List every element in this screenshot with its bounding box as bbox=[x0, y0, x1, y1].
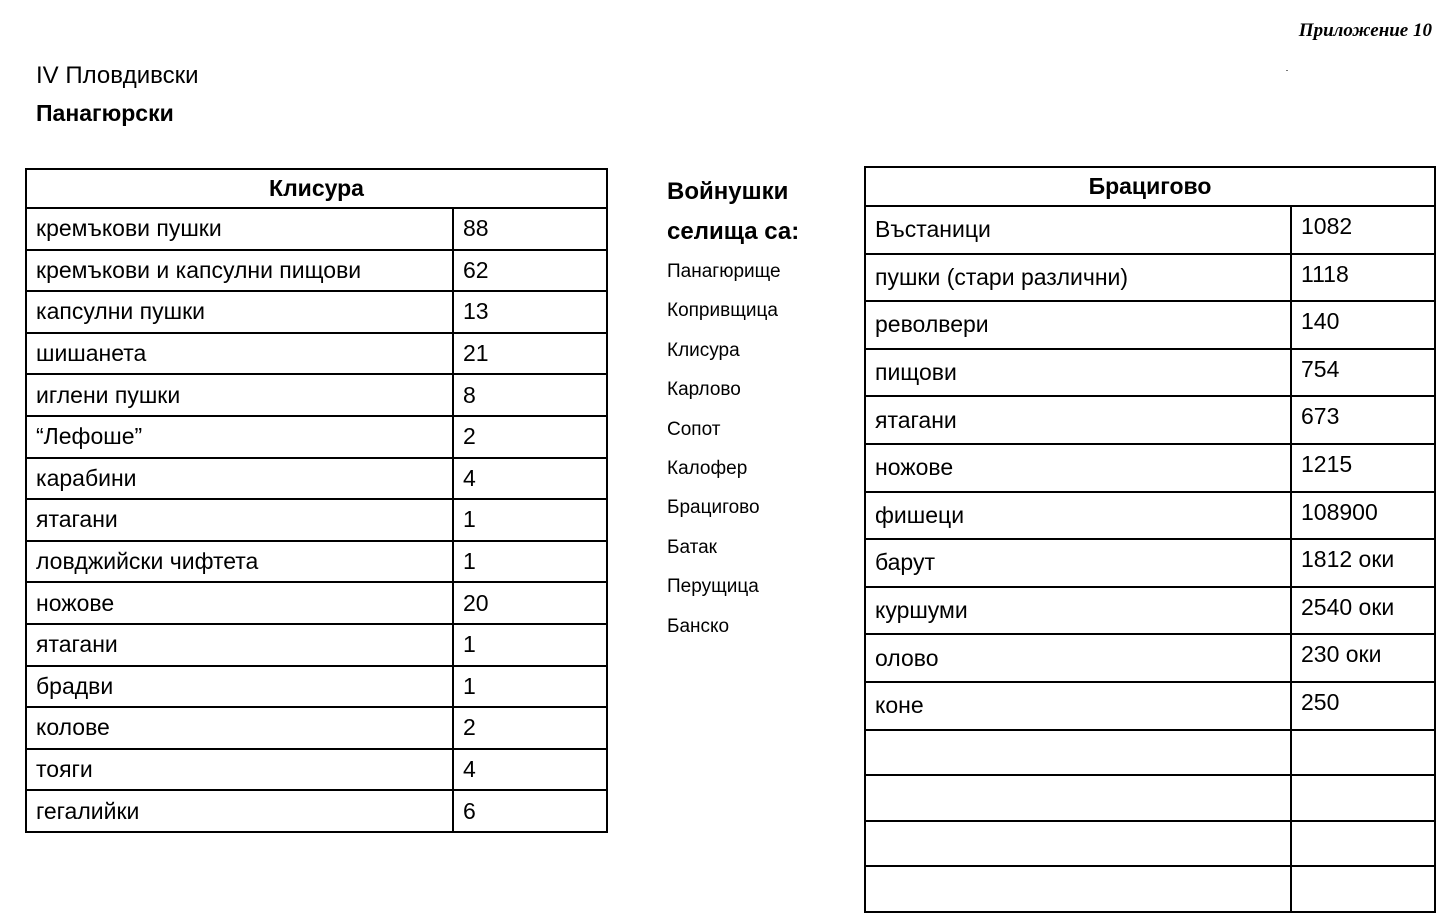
item-cell: ятагани bbox=[26, 499, 453, 541]
quantity-cell: 8 bbox=[453, 374, 607, 416]
quantity-cell: 1 bbox=[453, 541, 607, 583]
table-row bbox=[865, 206, 1435, 254]
quantity-cell: 1 bbox=[453, 666, 607, 708]
item-cell: куршуми bbox=[865, 587, 1291, 635]
table-row bbox=[26, 541, 607, 583]
table-row bbox=[26, 250, 607, 292]
quantity-cell: 4 bbox=[453, 458, 607, 500]
bratsigovo-table bbox=[864, 166, 1436, 913]
region-heading: IV Пловдивски bbox=[36, 62, 199, 89]
table-row bbox=[26, 666, 607, 708]
quantity-cell: 1812 оки bbox=[1291, 539, 1435, 587]
item-cell: ятагани bbox=[26, 624, 453, 666]
table-row bbox=[865, 301, 1435, 349]
table-row bbox=[26, 333, 607, 375]
table-row bbox=[865, 587, 1435, 635]
quantity-cell: 1215 bbox=[1291, 444, 1435, 492]
quantity-cell: 1118 bbox=[1291, 254, 1435, 302]
klisura-title: Клисура bbox=[26, 169, 607, 208]
item-cell: ножове bbox=[865, 444, 1291, 492]
empty-cell bbox=[865, 775, 1291, 821]
empty-cell bbox=[865, 730, 1291, 776]
quantity-cell: 6 bbox=[453, 790, 607, 832]
empty-row bbox=[865, 821, 1435, 867]
table-row bbox=[865, 254, 1435, 302]
quantity-cell: 62 bbox=[453, 250, 607, 292]
table-row bbox=[26, 749, 607, 791]
quantity-cell: 230 оки bbox=[1291, 634, 1435, 682]
village-item: Панагюрище bbox=[667, 261, 781, 282]
table-row bbox=[26, 624, 607, 666]
table-row bbox=[865, 682, 1435, 730]
quantity-cell: 250 bbox=[1291, 682, 1435, 730]
village-item: Карлово bbox=[667, 379, 741, 401]
item-cell: кремъкови пушки bbox=[26, 208, 453, 250]
district-heading: Панагюрски bbox=[36, 100, 174, 126]
quantity-cell: 88 bbox=[453, 208, 607, 250]
item-cell: ножове bbox=[26, 582, 453, 624]
item-cell: ловджийски чифтета bbox=[26, 541, 453, 583]
village-item: Банско bbox=[667, 615, 730, 637]
klisura-table bbox=[25, 168, 608, 833]
military-villages-title-2: селища са: bbox=[667, 218, 800, 245]
quantity-cell: 2 bbox=[453, 707, 607, 749]
table-row bbox=[26, 707, 607, 749]
item-cell: кремъкови и капсулни пищови bbox=[26, 250, 453, 292]
quantity-cell: 20 bbox=[453, 582, 607, 624]
item-cell: карабини bbox=[26, 458, 453, 500]
item-cell: “Лефоше” bbox=[26, 416, 453, 458]
appendix-label: Приложение 10 bbox=[1298, 20, 1432, 41]
empty-cell bbox=[1291, 821, 1435, 867]
table-row bbox=[865, 444, 1435, 492]
military-villages-title-1: Войнушки bbox=[667, 178, 789, 205]
table-row bbox=[865, 396, 1435, 444]
village-item: Перущица bbox=[667, 576, 759, 598]
empty-row bbox=[865, 866, 1435, 912]
item-cell: колове bbox=[26, 707, 453, 749]
village-item: Сопот bbox=[667, 418, 721, 440]
military-villages-list bbox=[667, 252, 799, 646]
village-item: Клисура bbox=[667, 339, 740, 361]
item-cell: револвери bbox=[865, 301, 1291, 349]
village-item: Калофер bbox=[667, 457, 748, 479]
item-cell: капсулни пушки bbox=[26, 291, 453, 333]
empty-cell bbox=[1291, 866, 1435, 912]
item-cell: иглени пушки bbox=[26, 374, 453, 416]
empty-cell bbox=[865, 866, 1291, 912]
quantity-cell: 21 bbox=[453, 333, 607, 375]
quantity-cell: 13 bbox=[453, 291, 607, 333]
military-villages-block bbox=[667, 172, 799, 646]
village-item: Брацигово bbox=[667, 497, 760, 519]
quantity-cell: 1 bbox=[453, 499, 607, 541]
empty-cell bbox=[1291, 730, 1435, 776]
quantity-cell: 2540 оки bbox=[1291, 587, 1435, 635]
village-item: Копривщица bbox=[667, 300, 778, 322]
scan-speck bbox=[1286, 70, 1288, 71]
item-cell: Въстаници bbox=[865, 206, 1291, 254]
quantity-cell: 754 bbox=[1291, 349, 1435, 397]
quantity-cell: 4 bbox=[453, 749, 607, 791]
item-cell: шишанета bbox=[26, 333, 453, 375]
table-row bbox=[865, 349, 1435, 397]
empty-row bbox=[865, 730, 1435, 776]
item-cell: пушки (стари различни) bbox=[865, 254, 1291, 302]
item-cell: коне bbox=[865, 682, 1291, 730]
quantity-cell: 108900 bbox=[1291, 492, 1435, 540]
item-cell: брадви bbox=[26, 666, 453, 708]
item-cell: гегалийки bbox=[26, 790, 453, 832]
table-row bbox=[865, 539, 1435, 587]
table-row bbox=[26, 291, 607, 333]
table-row bbox=[26, 374, 607, 416]
table-row bbox=[26, 416, 607, 458]
table-row bbox=[865, 634, 1435, 682]
village-item: Батак bbox=[667, 536, 717, 558]
item-cell: барут bbox=[865, 539, 1291, 587]
empty-row bbox=[865, 775, 1435, 821]
table-row bbox=[26, 208, 607, 250]
quantity-cell: 1 bbox=[453, 624, 607, 666]
quantity-cell: 673 bbox=[1291, 396, 1435, 444]
empty-cell bbox=[1291, 775, 1435, 821]
item-cell: олово bbox=[865, 634, 1291, 682]
table-row bbox=[26, 499, 607, 541]
empty-cell bbox=[865, 821, 1291, 867]
quantity-cell: 2 bbox=[453, 416, 607, 458]
bratsigovo-title: Брацигово bbox=[865, 167, 1435, 206]
item-cell: пищови bbox=[865, 349, 1291, 397]
table-row bbox=[26, 458, 607, 500]
table-row bbox=[26, 790, 607, 832]
table-row bbox=[865, 492, 1435, 540]
table-row bbox=[26, 582, 607, 624]
quantity-cell: 140 bbox=[1291, 301, 1435, 349]
item-cell: ятагани bbox=[865, 396, 1291, 444]
item-cell: фишеци bbox=[865, 492, 1291, 540]
quantity-cell: 1082 bbox=[1291, 206, 1435, 254]
item-cell: тояги bbox=[26, 749, 453, 791]
